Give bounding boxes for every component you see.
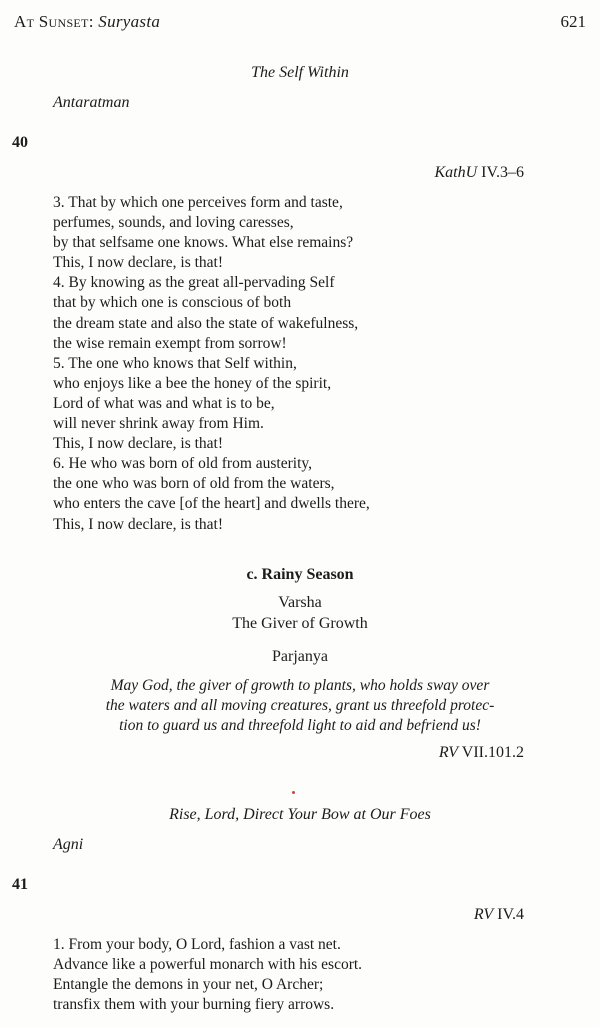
source-work: KathU — [434, 164, 478, 181]
verse-line: Lord of what was and what is to be, — [53, 394, 275, 412]
invocation-line: the waters and all moving creatures, grant us threefold protec- — [105, 697, 495, 714]
verse-line: 5. The one who knows that Self within, — [53, 354, 297, 372]
verse-line: who enters the cave [of the heart] and dwells there, — [53, 495, 370, 513]
verse-line: the wise remain exempt from sorrow! — [53, 334, 287, 352]
verse-line: 6. He who was born of old from austerity, — [53, 455, 312, 473]
invocation-source — [439, 744, 524, 762]
verse-line: 3. That by which one perceives form and taste, — [53, 194, 343, 211]
section-subtitle-english: The Giver of Growth — [232, 615, 368, 632]
ornament-dot — [292, 791, 295, 794]
verse-line: 1. From your body, O Lord, fashion a vast net. — [53, 936, 341, 953]
hymn-40-source — [435, 164, 525, 182]
invocation-deity: Parjanya — [272, 648, 328, 665]
verse-line: that by which one is conscious of both — [53, 294, 292, 312]
verse-line: This, I now declare, is that! — [53, 515, 224, 533]
verse-line: perfumes, sounds, and loving caresses, — [53, 214, 294, 232]
verse-line: by that selfsame one knows. What else remains? — [53, 234, 354, 252]
invocation-line: tion to guard us and threefold light to aid and befriend us! — [119, 717, 481, 734]
running-header — [14, 12, 160, 32]
verse-line: This, I now declare, is that! — [53, 435, 224, 453]
hymn-40-title: The Self Within — [251, 64, 349, 81]
verse-line: the one who was born of old from the waters, — [53, 475, 335, 493]
verse-line: the dream state and also the state of wakefulness, — [53, 314, 359, 332]
hymn-41-number: 41 — [12, 876, 28, 893]
hymn-41-title: Rise, Lord, Direct Your Bow at Our Foes — [169, 806, 431, 823]
running-title-separator: : — [88, 12, 99, 31]
verse-line: who enjoys like a bee the honey of the spirit, — [53, 374, 332, 392]
verse-line: This, I now declare, is that! — [53, 254, 224, 272]
source-ref: IV.3–6 — [477, 164, 524, 181]
section-heading: c. Rainy Season — [246, 566, 354, 583]
page-number: 621 — [560, 12, 586, 31]
hymn-40-deity: Antaratman — [53, 94, 130, 111]
verse-line: Entangle the demons in your net, O Archer; — [53, 976, 324, 994]
hymn-40-number: 40 — [12, 134, 28, 151]
verse-line: transfix them with your burning fiery arrows. — [53, 996, 335, 1014]
invocation-line: May God, the giver of growth to plants, who holds sway over — [110, 677, 490, 694]
running-title-part: At Sunset — [14, 12, 89, 31]
section-subtitle: Varsha — [278, 594, 322, 611]
hymn-40-verses — [53, 193, 370, 535]
source-ref: VII.101.2 — [458, 744, 524, 761]
hymn-41-verses — [53, 935, 362, 1015]
source-work: RV — [473, 906, 494, 923]
verse-line: Advance like a powerful monarch with his escort. — [53, 956, 363, 974]
running-title-subtitle: Suryasta — [98, 12, 161, 31]
verse-line: will never shrink away from Him. — [53, 415, 264, 433]
hymn-41-deity: Agni — [53, 836, 84, 853]
source-work: RV — [438, 744, 459, 761]
source-ref: IV.4 — [493, 906, 524, 923]
invocation-verse — [0, 676, 600, 736]
verse-line: 4. By knowing as the great all-pervading Self — [53, 274, 335, 292]
hymn-41-source — [474, 906, 524, 924]
